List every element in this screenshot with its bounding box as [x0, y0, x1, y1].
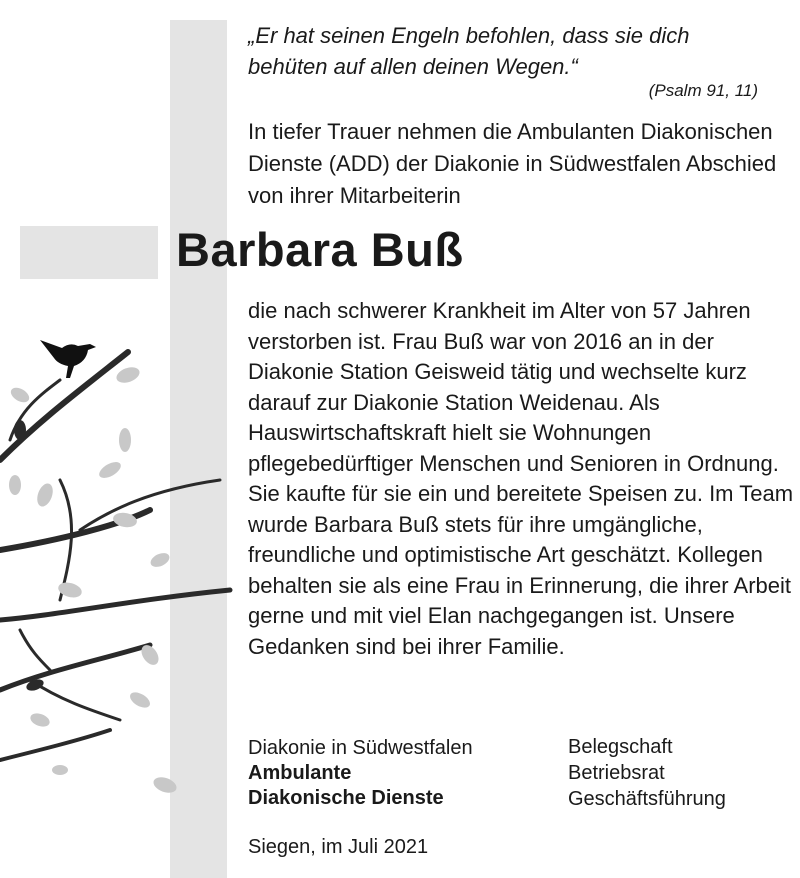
staff-item: Belegschaft [568, 736, 673, 758]
obituary-paragraph: die nach schwerer Krankheit im Alter von 57 Jahren verstorben ist. Frau Buß war von 2016 an in der Diakonie Station Geisweid tätig und wechselte kurz darauf zur Diakonie Station Weidenau. Als Hauswirtschaftskraft hielt sie Wohnungen pflegebedürftiger Menschen und Senioren in Ordnung. Sie kaufte für sie ein und bereitete Speisen zu. Im Team wurde Barbara Buß stets für ihre umgängliche, freundliche und optimistische Art geschätzt. Kollegen behalten sie als eine Frau in Erinnerung, die ihrer Arbeit gerne und mit viel Elan nachgegangen ist. Unsere Gedanken sind bei ihrer Familie. [248, 298, 794, 659]
obituary-body [248, 296, 793, 662]
signature-organization [248, 736, 473, 811]
cross-horizontal-bar [20, 226, 158, 279]
bird-on-branch-icon [0, 300, 250, 820]
staff-item: Geschäftsführung [568, 788, 726, 810]
dept-line-2: Diakonische Dienste [248, 787, 444, 809]
staff-item: Betriebsrat [568, 762, 665, 784]
org-name: Diakonie in Südwestfalen [248, 737, 473, 759]
quote-line-1: „Er hat seinen Engeln befohlen, dass sie dich [248, 23, 690, 48]
intro-text: In tiefer Trauer nehmen die Ambulanten Diakonischen Dienste (ADD) der Diakonie in Südwestfalen Abschied von ihrer Mitarbeiterin [248, 119, 777, 208]
place-date: Siegen, im Juli 2021 [248, 836, 429, 858]
quote-source: (Psalm 91, 11) [648, 81, 758, 100]
quote-line-2: behüten auf allen deinen Wegen.“ [248, 54, 578, 79]
dept-line-1: Ambulante [248, 762, 352, 784]
deceased-name: Barbara Buß [176, 223, 464, 276]
bible-quote [248, 20, 768, 82]
signature-staff [568, 734, 726, 812]
